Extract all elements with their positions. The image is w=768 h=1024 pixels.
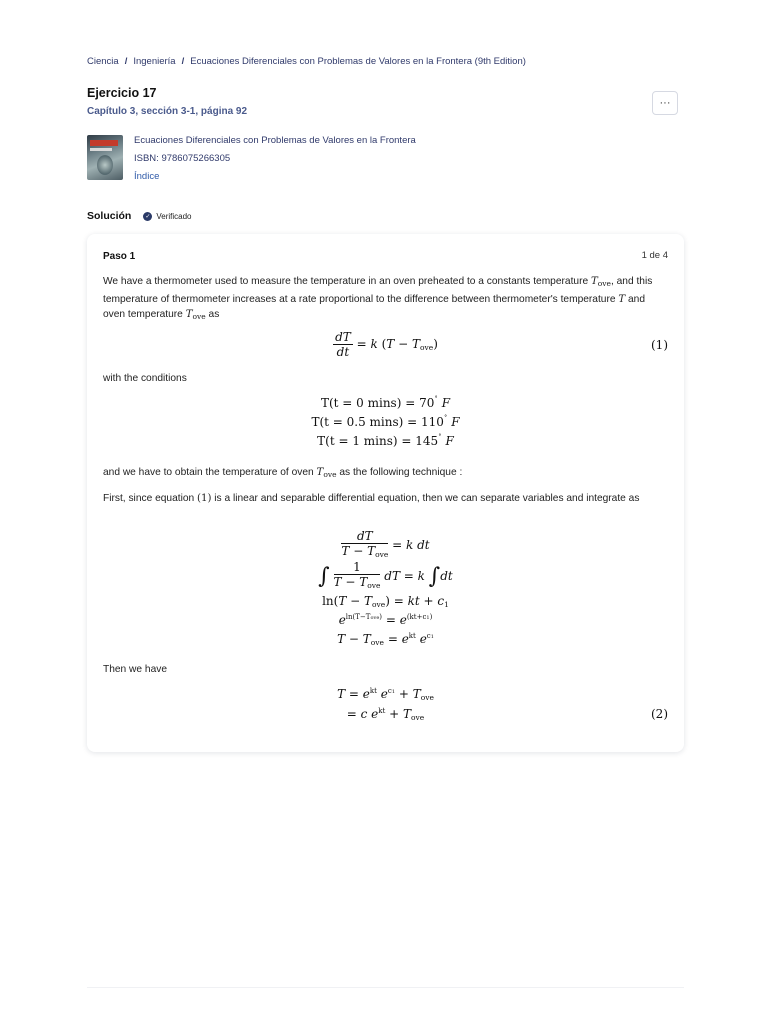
verified-label: Verificado	[156, 211, 192, 221]
condition-3: T(t = 1 mins) = 145˚ F	[317, 434, 454, 448]
equation-result: $T - T_{ove} = e^{kt}$ $e^{c1}$	[337, 632, 434, 647]
page-title: Ejercicio 17	[87, 86, 157, 100]
then-label: Then we have	[103, 664, 167, 675]
book-index-link[interactable]: Índice	[134, 171, 160, 182]
equation-separation: $\frac{dT}{T - T_{ove}}$ = k dt	[341, 529, 430, 559]
footer-divider	[87, 987, 684, 988]
condition-2: T(t = 0.5 mins) = 110˚ F	[311, 415, 460, 429]
intro-text-c: and oven temperature	[103, 293, 646, 320]
check-badge-icon: ✓	[145, 213, 151, 220]
ellipsis-icon: ···	[659, 97, 671, 109]
book-title[interactable]: Ecuaciones Diferenciales con Problemas de Valores en la Frontera	[134, 135, 416, 146]
book-isbn: ISBN: 9786075266305	[134, 153, 231, 164]
obtain-paragraph: and we have to obtain the temperature of oven $T_{ove}$ as the following technique :	[103, 467, 463, 479]
solution-header	[87, 210, 191, 222]
breadcrumb-item-ingenieria[interactable]: Ingeniería	[133, 56, 176, 67]
conditions-label: with the conditions	[103, 373, 187, 384]
breadcrumb-separator: /	[124, 56, 128, 67]
breadcrumb-item-book[interactable]: Ecuaciones Diferenciales con Problemas de Valores en la Frontera (9th Edition)	[190, 56, 526, 67]
breadcrumb-separator: /	[181, 56, 185, 67]
equation-2-line-2: = c $e^{kt} + T_{ove}$	[346, 707, 425, 722]
intro-text-d: as	[208, 309, 220, 320]
breadcrumb	[87, 56, 526, 67]
book-cover[interactable]	[87, 135, 123, 180]
page-subtitle: Capítulo 3, sección 3-1, página 92	[87, 106, 248, 117]
equation-2-number: (2)	[651, 707, 668, 721]
verified-badge	[143, 212, 191, 221]
equation-1: $\frac{dT}{dt}$ = k $(T - T_{ove})$	[335, 330, 438, 359]
equation-2-line-1: $T = e^{kt}$ $e^{c1} + T_{ove}$	[337, 687, 434, 702]
solution-label: Solución	[87, 210, 132, 222]
equation-integral: ∫ $\frac{1}{T - T_{ove}}$ dT = k ∫dt	[318, 560, 453, 590]
intro-paragraph: We have a thermometer used to measure the temperature in an oven preheated to a constants temperature $T_{ove}$, and this temperature of thermometer increases at a rate proportional to the difference between thermometer's temperature T and oven temperature $T_{ove}$ as	[103, 276, 653, 321]
intro-text-a: We have a thermometer used to measure the temperature in an oven preheated to a constants temperature	[103, 276, 589, 287]
solution-step-card	[87, 234, 684, 752]
equation-1-number: (1)	[651, 338, 668, 352]
breadcrumb-item-ciencia[interactable]: Ciencia	[87, 56, 119, 67]
equation-exponential: $e^{ln(T-Tove)} = e^{(kt+c1)}$	[338, 613, 433, 627]
intro-text-b: , and this temperature of thermometer increases at a rate proportional to the difference between thermometer's temperature	[103, 276, 653, 305]
step-counter: 1 de 4	[641, 250, 668, 261]
equation-log: $\ln(T - T_{ove})$ = kt + $c_1$	[322, 594, 449, 609]
step-title: Paso 1	[103, 251, 136, 262]
condition-1: T(t = 0 mins) = 70˚ F	[320, 396, 451, 410]
more-options-button[interactable]	[652, 91, 678, 115]
separation-paragraph: First, since equation (1) is a linear and separable differential equation, then we can separate variables and integrate as	[103, 493, 640, 504]
